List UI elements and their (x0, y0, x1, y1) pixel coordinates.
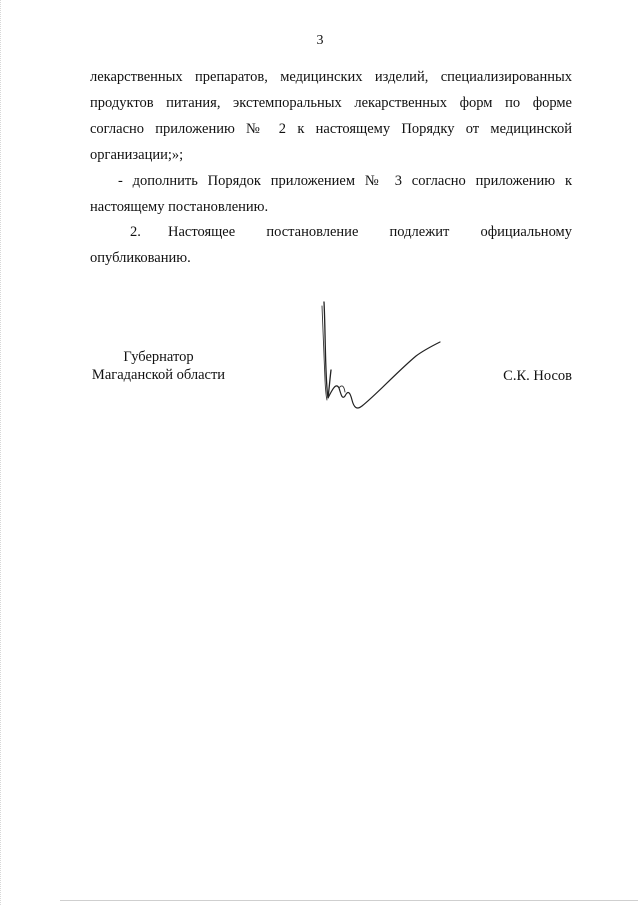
page-number: 3 (316, 33, 324, 48)
text-line: продуктов питания, экстемпоральных лекарственных форм по форме (90, 95, 572, 111)
paragraph-amendment (90, 168, 572, 220)
text-line (90, 219, 572, 245)
scan-bottom-edge (60, 900, 638, 901)
signature-block (0, 300, 640, 430)
word: постановление (266, 224, 359, 240)
text-line: настоящему постановлению. (90, 199, 269, 215)
text-line: согласно приложению № 2 к настоящему Порядку от медицинской (90, 121, 572, 137)
clause-number: 2. (130, 224, 141, 240)
handwritten-signature (312, 300, 452, 416)
scan-edge (0, 0, 5, 905)
text-line: организации;»; (90, 147, 184, 163)
position-line: Губернатор (123, 349, 194, 365)
signer-position (86, 348, 231, 384)
paragraph-continuation (90, 64, 572, 168)
word: подлежит (389, 224, 450, 240)
position-line: Магаданской области (91, 367, 226, 383)
clause-text (168, 219, 572, 245)
text-line: опубликованию. (90, 250, 191, 266)
text-line: - дополнить Порядок приложением № 3 согласно приложению к (118, 173, 572, 189)
word: официальному (480, 224, 572, 240)
signer-name: С.К. Носов (503, 368, 572, 384)
text-line: лекарственных препаратов, медицинских изделий, специализированных (90, 69, 572, 85)
word: Настоящее (168, 224, 236, 240)
paragraph-publication (90, 219, 572, 271)
